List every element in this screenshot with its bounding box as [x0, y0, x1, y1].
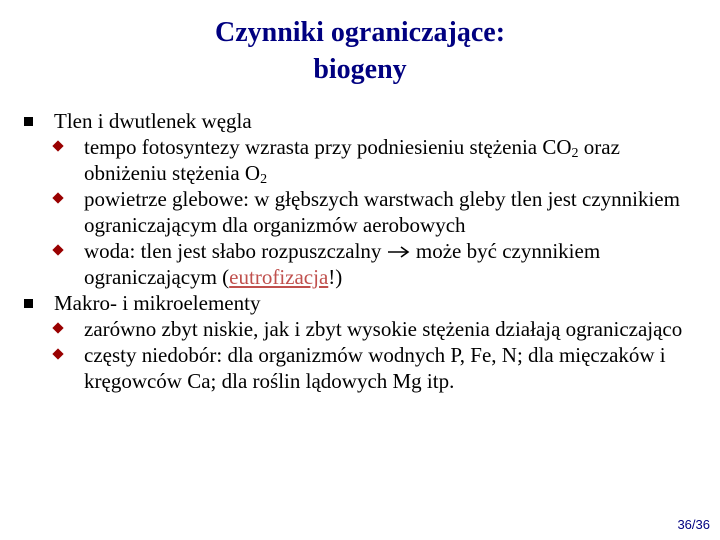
diamond-bullet-icon	[52, 348, 63, 359]
list-item-water	[84, 238, 704, 290]
slide-title-line-1: Czynniki ograniczające:	[214, 17, 506, 48]
item-text-cont: oraz obniżeniu stężenia O	[84, 135, 620, 185]
item-text: powietrze glebowe: w głębszych warstwach gleby tlen jest czynnikiem ograniczającym dla organizmów aerobowych	[84, 187, 680, 237]
list-item-soil-air	[84, 186, 704, 238]
item-text: tempo fotosyntezy wzrasta przy podniesieniu stężenia CO	[84, 135, 572, 159]
diamond-bullet-icon	[52, 192, 63, 203]
slide-content	[24, 108, 704, 394]
section-oxygen-co2	[24, 108, 704, 134]
item-text: częsty niedobór: dla organizmów wodnych P, Fe, N; dla mięczaków i kręgowców Ca; dla roślin lądowych Mg itp.	[84, 343, 666, 393]
diamond-bullet-icon	[52, 322, 63, 333]
item-text-cont: może być czynnikiem ograniczającym (	[84, 239, 601, 289]
subscript: 2	[260, 172, 268, 187]
square-bullet-icon	[24, 299, 33, 308]
section-elements	[24, 290, 704, 316]
section-label: Tlen i dwutlenek węgla	[54, 109, 252, 133]
arrow-right-icon	[387, 245, 411, 259]
eutrofizacja-link[interactable]: eutrofizacja	[229, 265, 329, 289]
list-item-deficiency	[84, 342, 704, 394]
square-bullet-icon	[24, 117, 33, 126]
item-text: zarówno zbyt niskie, jak i zbyt wysokie stężenia działają ograniczająco	[84, 317, 683, 341]
list-item-photosynthesis	[84, 134, 704, 186]
section-label: Makro- i mikroelementy	[54, 291, 261, 315]
diamond-bullet-icon	[52, 244, 63, 255]
item-text: woda: tlen jest słabo rozpuszczalny	[84, 239, 387, 263]
page-number: 36/36	[677, 517, 710, 532]
list-item-concentrations	[84, 316, 704, 342]
subscript: 2	[571, 146, 579, 161]
item-text-end: !)	[328, 265, 343, 289]
diamond-bullet-icon	[52, 140, 63, 151]
slide-title	[0, 14, 720, 88]
slide-title-line-2: biogeny	[313, 54, 407, 85]
